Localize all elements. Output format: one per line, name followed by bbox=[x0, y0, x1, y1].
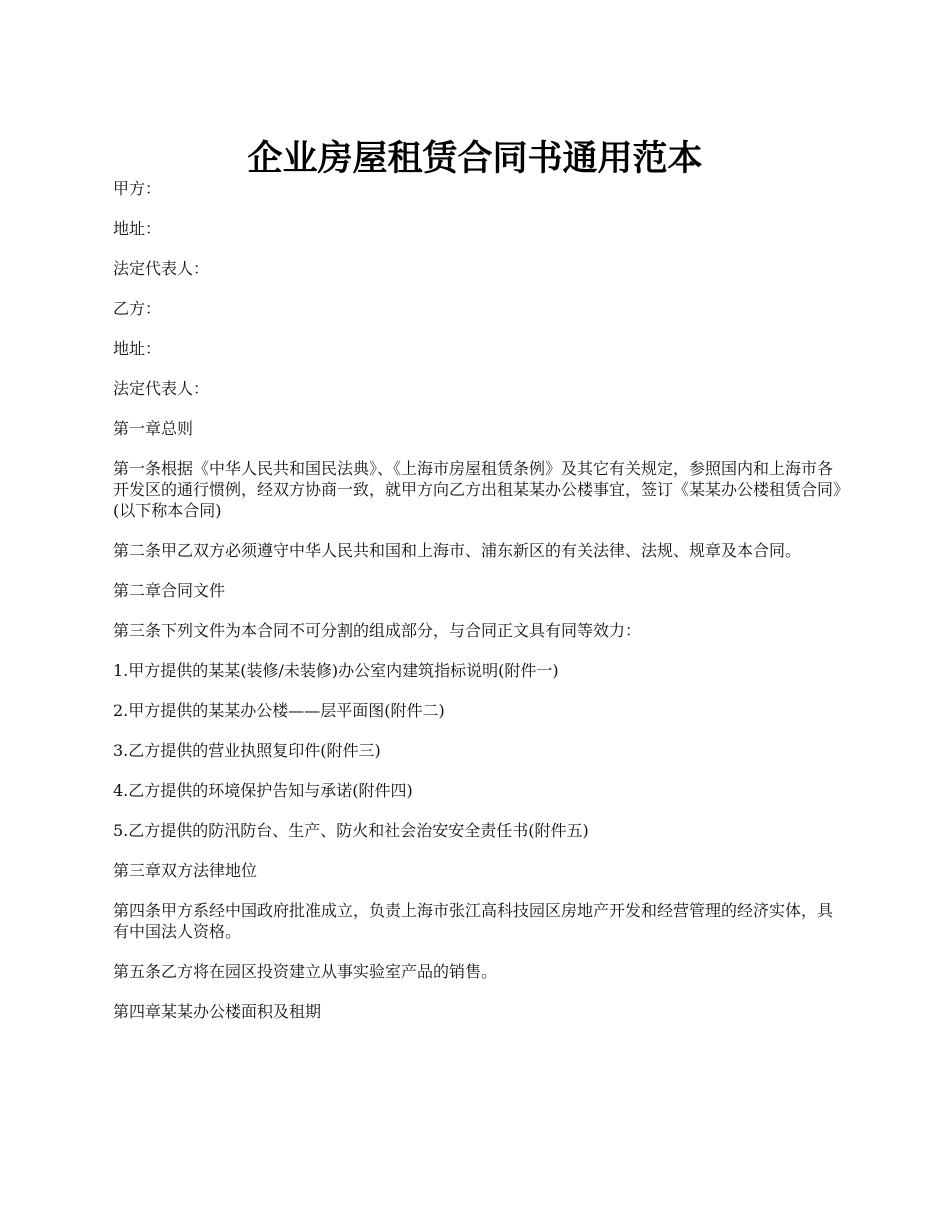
party-b-line: 乙方： bbox=[113, 299, 162, 318]
party-b-address-line: 地址： bbox=[113, 339, 162, 358]
list-item: 1.甲方提供的某某(装修/未装修)办公室内建筑指标说明(附件一) bbox=[113, 661, 559, 680]
party-a-line: 甲方： bbox=[113, 179, 162, 198]
article-paragraph: 第三条下列文件为本合同不可分割的组成部分，与合同正文具有同等效力： bbox=[113, 621, 642, 640]
party-a-representative-line: 法定代表人： bbox=[113, 259, 210, 278]
list-item: 4.乙方提供的环境保护告知与承诺(附件四) bbox=[113, 781, 413, 800]
party-b-representative-line: 法定代表人： bbox=[113, 379, 210, 398]
article-paragraph: 第一条根据《中华人民共和国民法典》、《上海市房屋租赁条例》及其它有关规定，参照国内和上海市各开发区的通行惯例，经双方协商一致，就甲方向乙方出租某某办公楼事宜，签订《某某办公楼租赁合同》(以下称本合同) bbox=[113, 459, 842, 520]
chapter-heading: 第四章某某办公楼面积及租期 bbox=[113, 1002, 322, 1021]
article-paragraph: 第五条乙方将在园区投资建立从事实验室产品的销售。 bbox=[113, 962, 498, 981]
chapter-heading: 第三章双方法律地位 bbox=[113, 861, 258, 880]
article-paragraph: 第二条甲乙双方必须遵守中华人民共和国和上海市、浦东新区的有关法律、法规、规章及本合同。 bbox=[113, 541, 802, 560]
document-title: 企业房屋租赁合同书通用范本 bbox=[247, 138, 703, 180]
list-item: 5.乙方提供的防汛防台、生产、防火和社会治安安全责任书(附件五) bbox=[113, 821, 589, 840]
chapter-heading: 第一章总则 bbox=[113, 419, 194, 438]
document-body bbox=[113, 178, 848, 1041]
list-item: 2.甲方提供的某某办公楼——层平面图(附件二) bbox=[113, 701, 445, 720]
chapter-heading: 第二章合同文件 bbox=[113, 581, 226, 600]
article-paragraph: 第四条甲方系经中国政府批准成立，负责上海市张江高科技园区房地产开发和经营管理的经济实体，具有中国法人资格。 bbox=[113, 901, 834, 941]
party-a-address-line: 地址： bbox=[113, 219, 162, 238]
list-item: 3.乙方提供的营业执照复印件(附件三) bbox=[113, 741, 381, 760]
